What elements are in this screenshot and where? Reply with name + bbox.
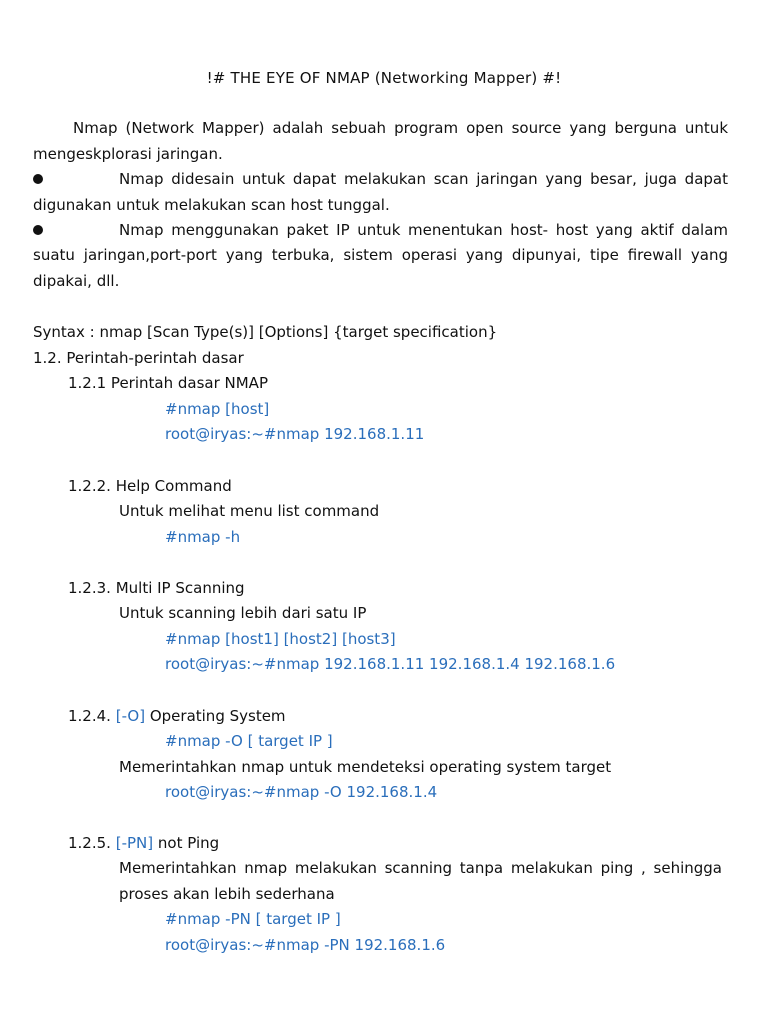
section-heading: 1.2. Perintah-perintah dasar xyxy=(33,349,244,367)
document-title: !# THE EYE OF NMAP (Networking Mapper) #! xyxy=(206,69,562,87)
subsection-number: 1.2.5. xyxy=(68,834,111,852)
intro-line-2: mengeskplorasi jaringan. xyxy=(33,145,223,163)
command-example: root@iryas:~#nmap -O 192.168.1.4 xyxy=(165,783,438,801)
syntax-line: Syntax : nmap [Scan Type(s)] [Options] {target specification} xyxy=(33,323,498,341)
subsection-1-2-4-heading xyxy=(68,706,286,726)
command-example: root@iryas:~#nmap 192.168.1.11 xyxy=(165,425,425,443)
command-line: #nmap -PN [ target IP ] xyxy=(165,910,341,928)
command-line: #nmap -O [ target IP ] xyxy=(165,732,333,750)
subsection-1-2-5-heading xyxy=(68,833,219,853)
command-example: root@iryas:~#nmap -PN 192.168.1.6 xyxy=(165,936,446,954)
bullet-1-line-1: Nmap didesain untuk dapat melakukan scan jaringan yang besar, juga dapat xyxy=(119,170,728,188)
subsection-description-line-1: Memerintahkan nmap melakukan scanning tanpa melakukan ping , sehingga xyxy=(119,859,722,877)
subsection-label: Operating System xyxy=(149,707,286,725)
subsection-number: 1.2.4. xyxy=(68,707,111,725)
intro-line-1: Nmap (Network Mapper) adalah sebuah program open source yang berguna untuk xyxy=(73,119,728,137)
bullet-2-line-3: dipakai, dll. xyxy=(33,272,120,290)
flag-option: [-O] xyxy=(115,707,146,725)
command-line: #nmap [host1] [host2] [host3] xyxy=(165,630,396,648)
subsection-1-2-3-heading: 1.2.3. Multi IP Scanning xyxy=(68,579,245,597)
bullet-2-line-2: suatu jaringan,port-port yang terbuka, sistem operasi yang dipunyai, tipe firewall yang xyxy=(33,246,728,264)
subsection-1-2-2-heading: 1.2.2. Help Command xyxy=(68,477,232,495)
command-line: #nmap -h xyxy=(165,528,241,546)
bullet-1-line-2: digunakan untuk melakukan scan host tunggal. xyxy=(33,196,390,214)
command-example: root@iryas:~#nmap 192.168.1.11 192.168.1.4 192.168.1.6 xyxy=(165,655,616,673)
subsection-label: not Ping xyxy=(157,834,220,852)
command-line: #nmap [host] xyxy=(165,400,270,418)
subsection-description: Memerintahkan nmap untuk mendeteksi operating system target xyxy=(119,758,612,776)
subsection-description-line-2: proses akan lebih sederhana xyxy=(119,885,335,903)
subsection-description: Untuk melihat menu list command xyxy=(119,502,380,520)
flag-option: [-PN] xyxy=(115,834,154,852)
subsection-description: Untuk scanning lebih dari satu IP xyxy=(119,604,367,622)
subsection-1-2-1-heading: 1.2.1 Perintah dasar NMAP xyxy=(68,374,268,392)
bullet-2-line-1: Nmap menggunakan paket IP untuk menentukan host- host yang aktif dalam xyxy=(119,221,728,239)
